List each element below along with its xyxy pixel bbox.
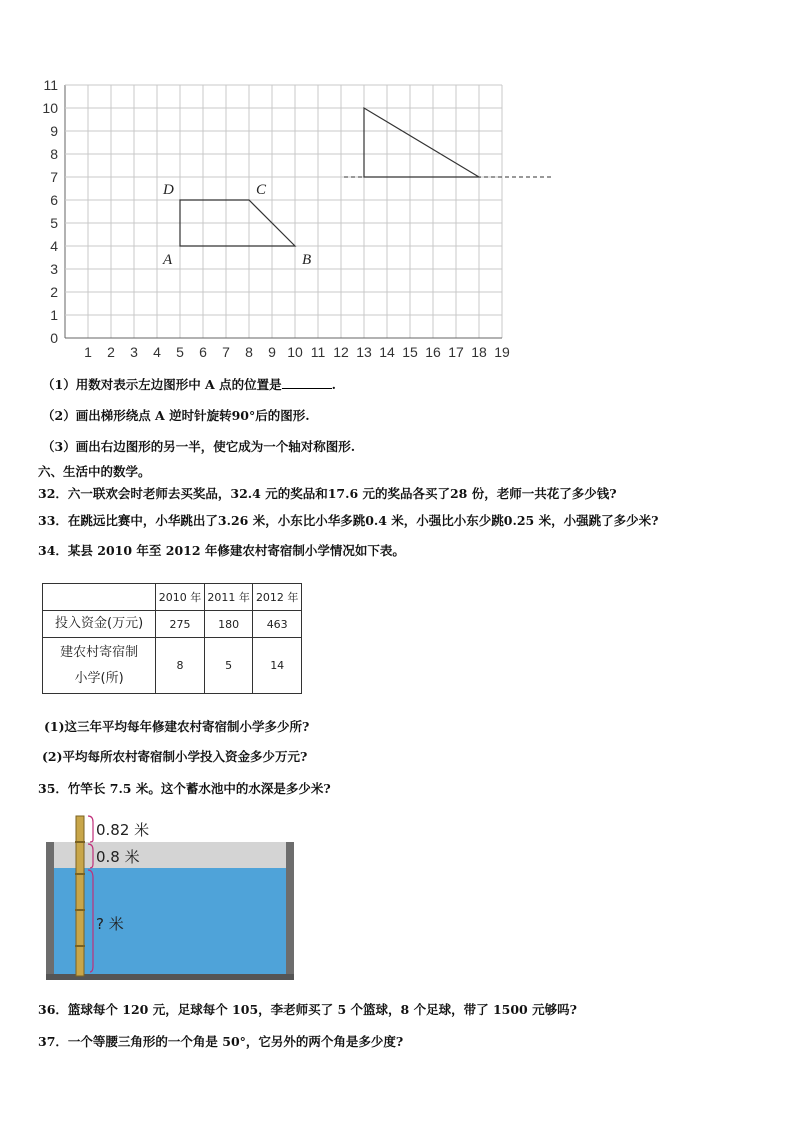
table-cell: 275 bbox=[156, 611, 205, 638]
y-tick-label: 9 bbox=[50, 123, 58, 139]
x-tick-label: 15 bbox=[402, 344, 418, 360]
question-1 bbox=[42, 375, 336, 393]
y-tick-label: 0 bbox=[50, 330, 58, 346]
table-header-empty bbox=[43, 584, 156, 611]
y-tick-label: 8 bbox=[50, 146, 58, 162]
y-tick-label: 7 bbox=[50, 169, 58, 185]
y-tick-label: 11 bbox=[43, 77, 58, 93]
row-label-schools-line2: 小学(所) bbox=[74, 670, 124, 686]
x-tick-label: 7 bbox=[222, 344, 230, 360]
table-cell: 180 bbox=[204, 611, 253, 638]
question-33: 33．在跳远比赛中，小华跳出了3.26 米，小东比小华多跳0.4 米，小强比小东少跳0.25 米，小强跳了多少米? bbox=[38, 513, 659, 528]
y-tick-label: 4 bbox=[50, 238, 58, 254]
table-header-2010: 2010 年 bbox=[156, 584, 205, 611]
x-tick-label: 18 bbox=[471, 344, 487, 360]
question-32: 32．六一联欢会时老师去买奖品，32.4 元的奖品和17.6 元的奖品各买了28 份，老师一共花了多少钱? bbox=[38, 486, 617, 501]
x-tick-label: 12 bbox=[333, 344, 349, 360]
x-tick-label: 4 bbox=[153, 344, 161, 360]
question-34-part-1: (1)这三年平均每年修建农村寄宿制小学多少所? bbox=[44, 719, 310, 734]
table-header-2011: 2011 年 bbox=[204, 584, 253, 611]
grid-lines bbox=[65, 85, 502, 338]
y-tick-label: 5 bbox=[50, 215, 58, 231]
section-title: 六、生活中的数学。 bbox=[38, 464, 151, 479]
table-cell: 5 bbox=[204, 638, 253, 694]
water-tank-illustration bbox=[46, 812, 296, 984]
table-cell: 463 bbox=[253, 611, 302, 638]
point-label-b: B bbox=[302, 252, 312, 268]
tank-water bbox=[54, 868, 286, 974]
question-36: 36．篮球每个 120 元，足球每个 105，李老师买了 5 个篮球，8 个足球，带了 1500 元够吗? bbox=[38, 1002, 577, 1017]
label-0-82: 0.82 米 bbox=[96, 821, 150, 839]
question-2: （2）画出梯形绕点 A 逆时针旋转90°后的图形. bbox=[42, 408, 310, 423]
row-label-schools-line1: 建农村寄宿制 bbox=[60, 644, 139, 660]
coordinate-grid bbox=[30, 74, 570, 364]
x-tick-label: 19 bbox=[494, 344, 510, 360]
investment-table bbox=[42, 583, 302, 694]
x-tick-label: 5 bbox=[176, 344, 184, 360]
point-label-a: A bbox=[163, 252, 173, 268]
bamboo-pole bbox=[76, 816, 84, 976]
y-tick-label: 1 bbox=[50, 307, 58, 323]
row-label-investment: 投入资金(万元) bbox=[43, 611, 156, 638]
answer-blank[interactable] bbox=[282, 376, 332, 389]
question-1-text: （1）用数对表示左边图形中 A 点的位置是 bbox=[42, 377, 282, 392]
question-35: 35．竹竿长 7.5 米。这个蓄水池中的水深是多少米? bbox=[38, 781, 331, 796]
row-label-schools bbox=[43, 638, 156, 694]
point-label-c: C bbox=[256, 182, 267, 198]
table-cell: 14 bbox=[253, 638, 302, 694]
label-0-8: 0.8 米 bbox=[96, 848, 140, 866]
label-water-depth: ? 米 bbox=[96, 915, 124, 933]
y-tick-label: 6 bbox=[50, 192, 58, 208]
x-tick-label: 13 bbox=[356, 344, 372, 360]
half-triangle bbox=[364, 108, 479, 177]
y-tick-label: 2 bbox=[50, 284, 58, 300]
x-tick-label: 16 bbox=[425, 344, 441, 360]
x-tick-label: 8 bbox=[245, 344, 253, 360]
axis-labels bbox=[42, 77, 510, 360]
y-tick-label: 3 bbox=[50, 261, 58, 277]
question-3: （3）画出右边图形的另一半，使它成为一个轴对称图形. bbox=[42, 439, 356, 454]
question-34-part-2: (2)平均每所农村寄宿制小学投入资金多少万元? bbox=[42, 749, 308, 764]
x-tick-label: 9 bbox=[268, 344, 276, 360]
y-tick-label: 10 bbox=[42, 100, 58, 116]
x-tick-label: 10 bbox=[287, 344, 303, 360]
x-tick-label: 3 bbox=[130, 344, 138, 360]
x-tick-label: 2 bbox=[107, 344, 115, 360]
question-37: 37．一个等腰三角形的一个角是 50°，它另外的两个角是多少度? bbox=[38, 1034, 404, 1049]
table-header-2012: 2012 年 bbox=[253, 584, 302, 611]
x-tick-label: 6 bbox=[199, 344, 207, 360]
x-tick-label: 11 bbox=[310, 344, 326, 360]
x-tick-label: 1 bbox=[84, 344, 92, 360]
brace-top bbox=[88, 816, 93, 842]
point-label-d: D bbox=[163, 182, 174, 198]
x-tick-label: 17 bbox=[448, 344, 464, 360]
table-cell: 8 bbox=[156, 638, 205, 694]
x-tick-label: 14 bbox=[379, 344, 395, 360]
question-34: 34．某县 2010 年至 2012 年修建农村寄宿制小学情况如下表。 bbox=[38, 543, 405, 558]
tank-empty-space bbox=[54, 842, 286, 868]
question-1-suffix: . bbox=[331, 377, 336, 392]
